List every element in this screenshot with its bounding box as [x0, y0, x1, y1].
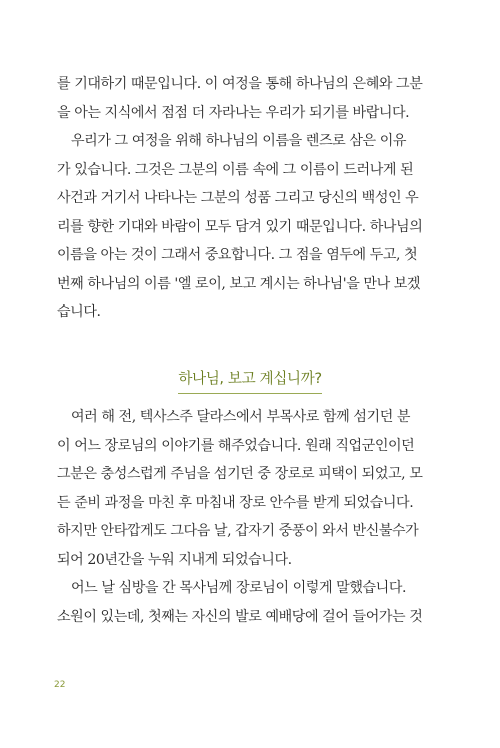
text-line: 리를 향한 기대와 바람이 모두 담겨 있기 때문입니다. 하나님의 [57, 218, 423, 235]
text-line: 을 아는 지식에서 점점 더 자라나는 우리가 되기를 바랍니다. [57, 104, 410, 121]
text-line: 가 있습니다. 그것은 그분의 이름 속에 그 이름이 드러나게 된 [57, 161, 414, 178]
text-line: 되어 20년간을 누워 지내게 되었습니다. [57, 551, 292, 568]
text-line: 를 기대하기 때문입니다. 이 여정을 통해 하나님의 은혜와 그분 [57, 76, 423, 92]
text-line: 습니다. [57, 304, 101, 320]
section-heading [0, 368, 500, 394]
body-text-bottom [57, 403, 445, 631]
text-line: 소원이 있는데, 첫째는 자신의 발로 예배당에 걸어 들어가는 것 [57, 608, 423, 625]
section-heading-text: 하나님, 보고 계십니까? [178, 368, 321, 394]
text-line: 번째 하나님의 이름 '엘 로이, 보고 계시는 하나님'을 만나 보겠 [57, 275, 421, 292]
text-line: 이 어느 장로님의 이야기를 해주었습니다. 원래 직업군인이던 [57, 437, 415, 454]
text-line: 든 준비 과정을 마친 후 마침내 장로 안수를 받게 되었습니다. [57, 494, 414, 511]
text-line: 사건과 거기서 나타나는 그분의 성품 그리고 당신의 백성인 우 [57, 190, 419, 206]
text-line: 어느 날 심방을 간 목사님께 장로님이 이렇게 말했습니다. [71, 580, 407, 596]
text-line: 이름을 아는 것이 그래서 중요합니다. 그 점을 염두에 두고, 첫 [57, 247, 418, 263]
page-number: 22 [54, 680, 66, 690]
text-line: 하지만 안타깝게도 그다음 날, 갑자기 중풍이 와서 반신불수가 [57, 523, 419, 539]
text-line: 여러 해 전, 텍사스주 달라스에서 부목사로 함께 섬기던 분 [71, 409, 411, 425]
text-line: 그분은 충성스럽게 주님을 섬기던 중 장로로 피택이 되었고, 모 [57, 466, 423, 482]
text-line: 우리가 그 여정을 위해 하나님의 이름을 렌즈로 삼은 이유 [71, 133, 407, 149]
body-text-top [57, 70, 445, 327]
